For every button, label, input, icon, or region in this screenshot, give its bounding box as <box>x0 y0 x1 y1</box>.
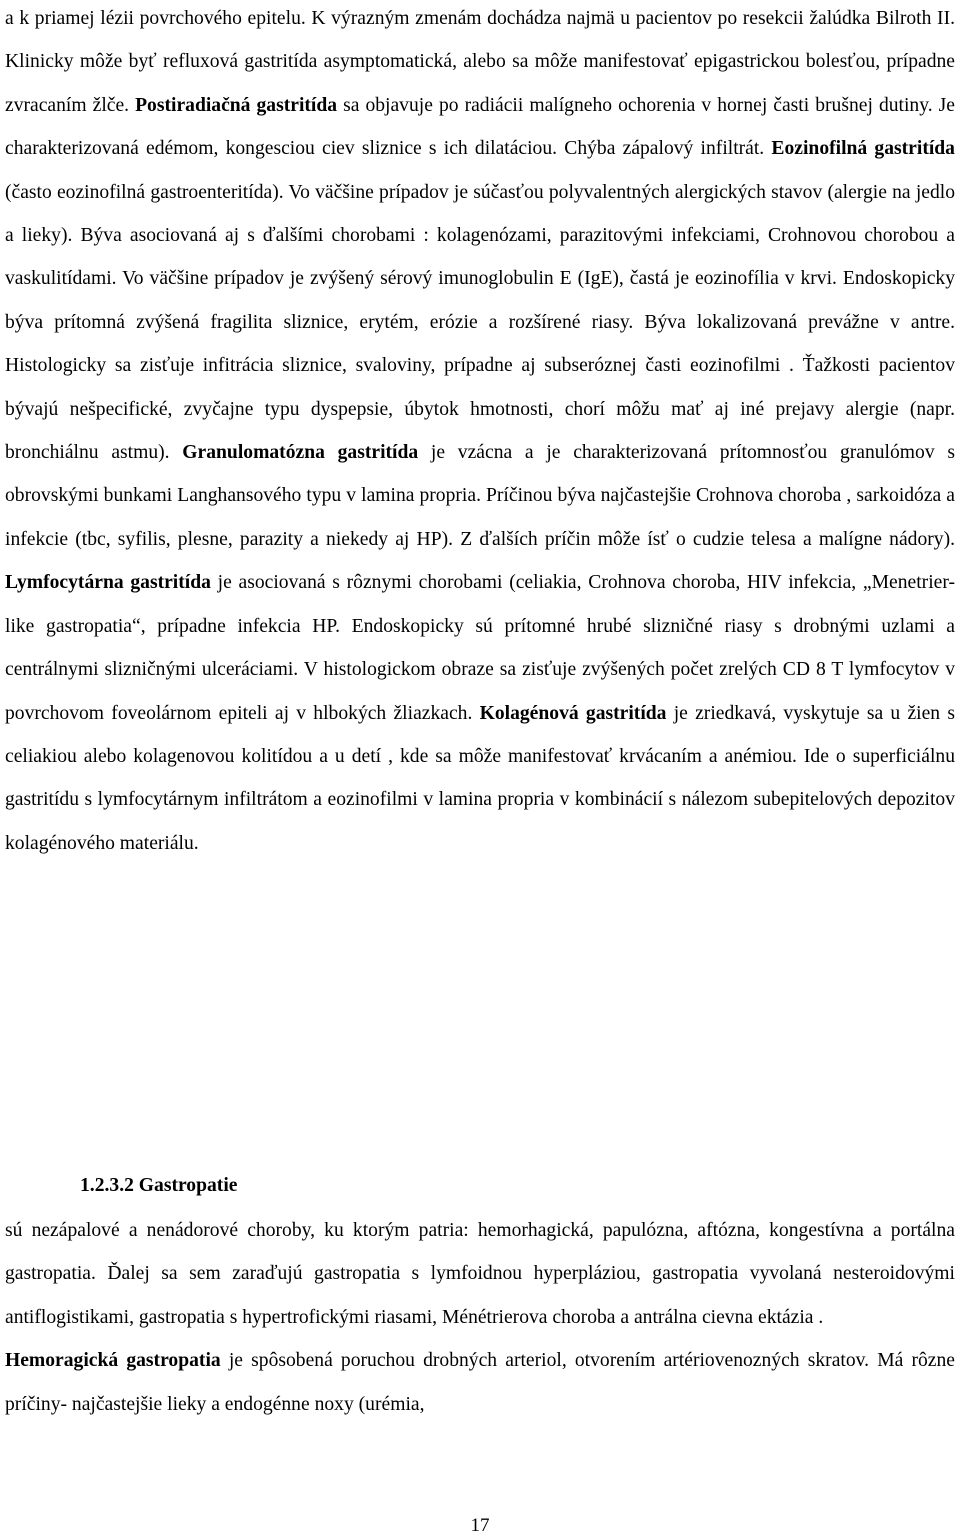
section-heading: 1.2.3.2 Gastropatie <box>80 1175 238 1196</box>
page-number: 17 <box>470 1515 490 1536</box>
bold-term: Kolagénová gastritída <box>479 702 667 724</box>
text-run: (často eozinofilná gastroenteritída). Vo väčšine prípadov je súčasťou polyvalentných alergických stavov (alergie na jedlo a lieky). Býva asociovaná aj s ďalšími chorobami : kolagenózami, parazitovými infekciami, Crohnovou chorobou a vaskulitídami. Vo väčšine prípadov je zvýšený sérový imunoglobulin E (IgE), častá je eozinofília v krvi. Endoskopicky býva prítomná zvýšená fragilita sliznice, erytém, erózie a rozšírené riasy. Býva lokalizovaná prevážne v antre. Histologicky sa zisťuje infitrácia sliznice, svaloviny, prípadne aj subseróznej časti eozinofilmi . Ťažkosti pacientov bývajú nešpecifické, zvyčajne typu dyspepsie, úbytok hmotnosti, chorí môžu mať aj iné prejavy alergie (napr. bronchiálnu astmu). <box>5 181 955 464</box>
bold-term: Hemoragická gastropatia <box>5 1350 221 1372</box>
body-paragraph-gastropathies <box>5 1209 955 1426</box>
text-run: sa objavuje po radiácii malígneho ochorenia v hornej časti brušnej dutiny. Je charakterizovaná edémom, kongesciou ciev sliznice s ich dilatáciou. Chýba zápalový infiltrát. <box>5 94 956 160</box>
body-paragraph-gastritis-types <box>5 0 955 865</box>
text-run: je spôsobená poruchou drobných arteriol, otvorením artériovenozných skratov. Má rôzne príčiny- najčastejšie lieky a endogénne noxy (urémia, <box>5 1350 956 1415</box>
text-run: je zriedkavá, vyskytuje sa u žien s celiakiou alebo kolagenovou kolitídou a u detí , kde sa môže manifestovať krvácaním a anémiou. Ide o superficiálnu gastritídu s lymfocytárnym infiltrátom a eozinofilmi v lamina propria v kombinácií s nálezom subepitelových depozitov kolagénového materiálu. <box>5 702 955 854</box>
text-run: je vzácna a je charakterizovaná prítomnosťou granulómov s obrovskými bunkami Langhansového typu v lamina propria. Príčinou býva najčastejšie Crohnova choroba , sarkoidóza a infekcie (tbc, syfilis, plesne, parazity a niekedy aj HP). Z ďalších príčin môže ísť o cudzie telesa a malígne nádory). <box>5 442 955 550</box>
text-run: sú nezápalové a nenádorové choroby, ku ktorým patria: hemorhagická, papulózna, aftózna, kongestívna a portálna gastropatia. Ďalej sa sem zaraďujú gastropatia s lymfoidnou hyperpláziou, gastropatia vyvolaná nesteroidovými antiflogistikami, gastropatia s hypertrofickými riasami, Ménétrierova choroba a antrálna cievna ektázia . <box>5 1220 955 1328</box>
text-run: je asociovaná s rôznymi chorobami (celiakia, Crohnova choroba, HIV infekcia, „Menetrier-like gastropatia“, prípadne infekcia HP. Endoskopicky sú prítomné hrubé slizničné riasy s drobnými uzlami a centrálnymi slizničnými ulceráciami. V histologickom obraze sa zisťuje zvýšených počet zrelých CD 8 T lymfocytov v povrchovom foveolárnom epiteli aj v hlbokých žliazkach. <box>5 572 955 724</box>
bold-term: Lymfocytárna gastritída <box>5 572 211 594</box>
text-run: a k priamej lézii povrchového epitelu. K výrazným zmenám dochádza najmä u pacientov po resekcii žalúdka Bilroth II. Klinicky môže byť refluxová gastritída asymptomatická, alebo sa môže manifestovať epigastrickou bolesťou, prípadne zvracaním žlče. <box>5 8 955 116</box>
bold-term: Postiradiačná gastritída <box>135 94 338 116</box>
bold-term: Eozinofilná gastritída <box>771 138 955 160</box>
bold-term: Granulomatózna gastritída <box>182 442 419 464</box>
